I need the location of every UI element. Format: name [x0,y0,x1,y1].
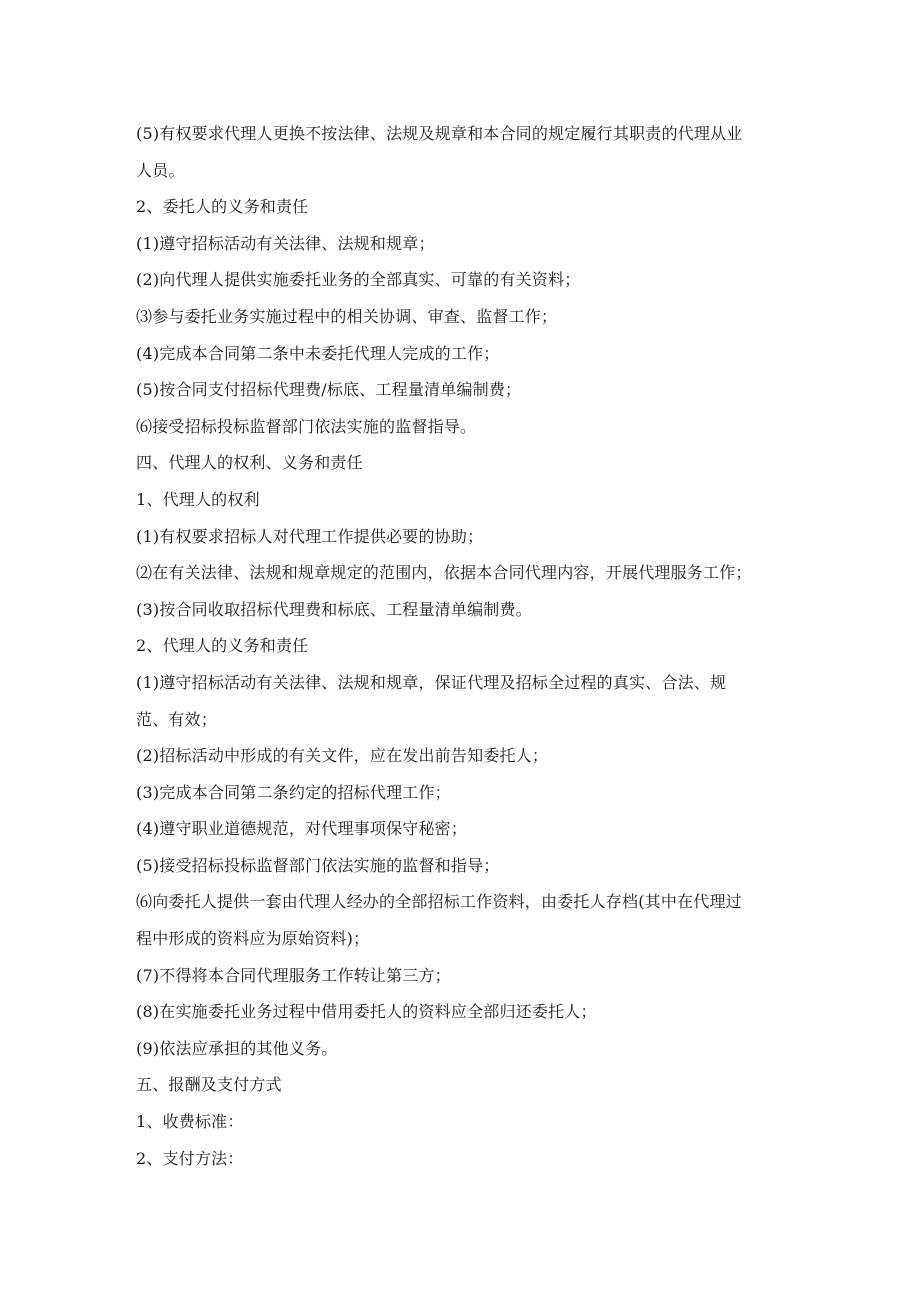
text-line: 范、有效； [136,709,218,729]
text-line: (9)依法应承担的其他义务。 [136,1038,338,1058]
text-line: (2)向代理人提供实施委托业务的全部真实、可靠的有关资料； [136,270,581,290]
document-body [136,116,784,1177]
text-line: (3)完成本合同第二条约定的招标代理工作； [136,782,451,802]
chapter-heading: 五、报酬及支付方式 [136,1075,282,1095]
text-line: (5)按合同支付招标代理费/标底、工程量清单编制费； [136,380,522,400]
section-heading: 1、收费标准： [136,1112,244,1132]
section-heading: 1、代理人的权利 [136,489,260,509]
section-heading: 2、委托人的义务和责任 [136,197,309,217]
text-line: ⑶参与委托业务实施过程中的相关协调、审查、监督工作； [136,306,558,326]
text-line: 人员。 [136,160,185,180]
text-line: (4)遵守职业道德规范，对代理事项保守秘密； [136,819,468,839]
text-line: (1)有权要求招标人对代理工作提供必要的协助； [136,526,484,546]
chapter-heading: 四、代理人的权利、义务和责任 [136,453,363,473]
text-line: (5)有权要求代理人更换不按法律、法规及规章和本合同的规定履行其职责的代理从业 [136,124,743,143]
text-line: (5)接受招标投标监督部门依法实施的监督和指导； [136,855,500,875]
text-line: (7)不得将本合同代理服务工作转让第三方； [136,965,451,985]
text-line: ⑹接受招标投标监督部门依法实施的监督指导。 [136,416,477,436]
text-line: (1)遵守招标活动有关法律、法规和规章； [136,233,435,253]
text-line: (4)完成本合同第二条中未委托代理人完成的工作； [136,343,500,363]
text-line: ⑵在有关法律、法规和规章规定的范围内，依据本合同代理内容，开展代理服务工作； [136,563,752,583]
text-line: (1)遵守招标活动有关法律、法规和规章，保证代理及招标全过程的真实、合法、规 [136,672,727,692]
text-line: 程中形成的资料应为原始资料)； [136,929,370,949]
text-line: (2)招标活动中形成的有关文件，应在发出前告知委托人； [136,746,549,766]
text-line: (3)按合同收取招标代理费和标底、工程量清单编制费。 [136,599,532,619]
section-heading: 2、支付方法： [136,1148,244,1168]
text-line: (8)在实施委托业务过程中借用委托人的资料应全部归还委托人； [136,1002,597,1022]
text-line: ⑹向委托人提供一套由代理人经办的全部招标工作资料，由委托人存档(其中在代理过 [136,892,742,912]
section-heading: 2、代理人的义务和责任 [136,636,309,656]
